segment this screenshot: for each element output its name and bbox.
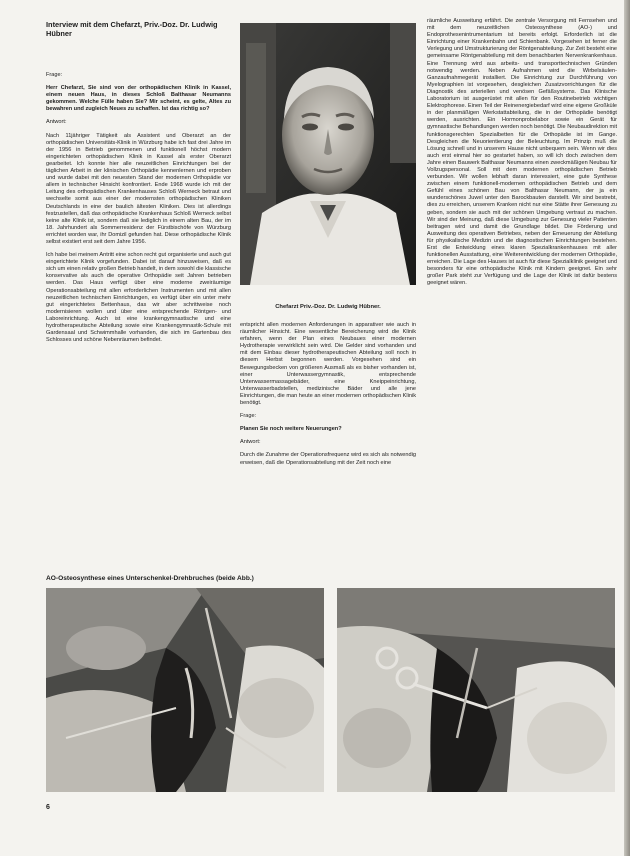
question-1: Herr Chefarzt, Sie sind von der orthopädischen Klinik in Kassel, einem neuen Haus, in dieses Schloß Balthasar Neumanns gekommen. Welche Fülle haben Sie? Mir scheint, es gelte, Altes zu bewahren und zugleich Neues zu schaffen. Ist das richtig so?	[46, 85, 231, 113]
surgery-photo-left	[46, 588, 324, 792]
question-2: Planen Sie noch weitere Neuerungen?	[240, 426, 342, 433]
page-binding-edge	[624, 0, 630, 856]
portrait-caption: Chefarzt Priv.-Doz. Dr. Ludwig Hübner.	[275, 304, 381, 310]
text-column-2	[240, 322, 416, 473]
answer-1-continuation: entspricht allen modernen Anforderungen in apparativer wie auch in räumlicher Hinsicht. Eine wesentliche Bereicherung wird die Klinik erfahren, wenn der Plan eines Neubaues einer modernen Hydrotherapie verwirklicht sein wird. Die Gelder sind vorhanden und mit dem Einbau dieser hydrotherapeutischen Abteilung soll noch in diesem Herbst begonnen werden. Vorgesehen sind ein Bewegungsbecken von größeren Ausmaß als es bisher vorhanden ist, einer Unterwassergymnastik, entsprechende Unterwassermassagebäder, eine Kneippeinrichtung, Unterwasserbadstellen, medizinische Bäder und alle jene Einrichtungen, die man heute an einer modernen orthopädischen Klinik benötigt.	[240, 322, 417, 407]
portrait-photo	[240, 23, 416, 285]
answer-1-paragraph-2: Ich habe bei meinem Antritt eine schon recht gut organisierte und auch gut eingerichtete Klinik vorgefunden. Dabei ist darauf hinzuweisen, daß es sich um einen relativ großen Betrieb handelt, in dem sowohl die klassische konservative als auch die operative Orthopädie seit Jahren betrieben werden. Das Haus verfügt über eine moderne zweiräumige Operationsabteilung mit allen erforderlichen Instrumenten und mit allen neuzeitlichen technischen Einrichtungen, es verfügt über ein unter mehr gut eingerichtetes Bettenhaus, das wir aber schrittweise noch modernisieren wollen und über eine entsprechende Röntgen- und Laboreinrichtung. Auch ist eine krankengymnastische und eine hydrotherapeutische Abteilung sowie eine Krankengymnastik-Schule mit Gardensaal und Schwimmhalle vorhanden, die sich im Gartenbau des Schlosses und schöne Nebenräumen befindet.	[46, 252, 231, 344]
answer-2-continuation: räumliche Ausweitung erfährt. Die zentrale Versorgung mit Fernsehen und mit dem neuzeitlichen Osteosynthese (AO-) und Endoprothesenintrumentarium ist bereits erfolgt. Erforderlich ist die Einrichtung einer Krankenbahn und Schienbank. Vorgesehen ist ferner die Verlegung und Umstrukturierung der Röntgenabteilung. Zur Zeit besteht eine gemeinsame Röntgenabteilung mit dem benachbarten Nervenkrankenhaus. Eine Trennung wird aus arbeits- und transporttechnischen Gründen notwendig werden. Neben Aufnahmen wird die Wirbelsäulen-Ganzaufnahmegerät installiert. Die Einrichtung zur Durchführung von Myelographien ist vorgesehen, desgleichen Zusatzvorrichtungen für die Diagnostik des arteriellen und venösen Gefäßsystems. Das Klinische Laboratorium ist ausgerüstet mit allen für den Routinebetrieb wichtigen Elektrophorese. Einen Teil der Reinenergiebedarf wird eine eigene Großküle in der planmäßigen Werkstattabteilung, die in der Orthopädie benötigt werden, ausrichten. Ein Hormonprobelabor sowie ein Gerät für gymnastische Behandlungen werden noch benötigt. Die Neubaudirektion mit funktionsgerechten Spezialbetten für die Orthopädie ist im Gange. Desgleichen die Neuorientierung der Beleuchtung. Im Prinzip muß die Lösung schnell und in unserem Hause nicht unbequem sein. Wenn wir dies auch erst einmal hier so gestartet haben, so will ich doch zwischen dem Jahre einen Bauwerk Balthasar Neumanns einen zweckmäßigen Neubau für Vollzugspersonal. Soll mit dem modernen orthopädischen Betrieb verbunden. Wir wollen lebhaft daran interessiert, eine gute Synthese zwischen einem funktionell-modernen orthopädischen Betrieb und dem Gefühl eines schönen Bau von Balthasar Neumann, der ja ein wunderschönes Juwel unter den Barockbauten darstellt. Wir sind bestrebt, dies zu erreichen, unserem Kranken nicht nur eine Stätte ihrer Genesung zu geben, sondern sie auch mit der schönen Umgebung vertraut zu machen. Wir sind der Meinung, daß diese Umgebung zur Genesung vieler Patienten beitragen wird und damit die Grundlage bildet. Die Förderung und Ausweitung des operativen Betriebes, neben der Erneuerung der Abteilung für physikalische Medizin und die diagnostischen Einrichtungen bestehen. Erst die Entwicklung eines klaren Spezialkrankenhauses mit aller funktionellen Ausstattung, eine Weiterentwicklung der modernen Orthopädie, erreichen. Die Lage des Hauses ist auch für diese Spezialklinik geeignet und besonders für eine orthopädische Klinik mit Kindern geeignet. Ein sehr großer Park steht zur Verfügung und die Lage der Klinik ist dafür bestens geeignet wären.	[427, 18, 617, 287]
answer-label-1: Antwort:	[46, 119, 67, 126]
surgery-photos-caption: AO-Osteosynthese eines Unterschenkel-Drehbruches (beide Abb.)	[46, 575, 254, 582]
interview-title: Interview mit dem Chefarzt, Priv.-Doz. Dr. Ludwig Hübner	[46, 20, 218, 38]
answer-1-paragraph-1: Nach 11jähriger Tätigkeit als Assistent und Oberarzt an der orthopädischen Universitäts-Klinik in Würzburg habe ich fast drei Jahre im der 1956 in Betrieb genommenen und funktionell höchst modern eingerichteten orthopädischen Klinik in Kassel als erster Oberarzt gearbeitet. Ich konnte hier alle neuzeitlichen Einrichtungen bei der täglichen Arbeit in der klinischen Orthopädie kennenlernen und erproben und wurde dabei mit den neuesten Stand der modernen Orthopädie vor allem in technischer Hinsicht konfrontiert. Ende 1968 wurde ich mit der Leitung des orthopädischen Krankenhauses Schloß Werneck betraut und wechselte somit aus einer der modernsten orthopädischen Kliniken Deutschlands in eine der baulich ältesten Kliniken. Dies ist allerdings festzustellen, daß das orthopädische Krankenhaus Schloß Werneck selbst keine alte Klinik ist, sondern daß sie lediglich in einem alten Bau, der im 18. Jahrhundert als Sommerresidenz der Fürstbischöfe von Würzburg errichtet worden war, ihr Domizil gefunden hat. Diese orthopädische Klinik selbst existiert erst seit dem Jahre 1956.	[46, 132, 231, 245]
page-number: 6	[46, 804, 50, 811]
answer-label-2: Antwort:	[240, 439, 261, 446]
text-column-3	[427, 18, 617, 294]
question-label-2: Frage:	[240, 413, 257, 420]
question-label-1: Frage:	[46, 72, 63, 78]
surgery-photo-right	[337, 588, 615, 792]
text-column-1	[46, 72, 231, 350]
answer-2: Durch die Zunahme der Operationsfrequenz wird es sich als notwendig erweisen, daß die Operationsabteilung mit der Zeit noch eine	[240, 452, 416, 466]
